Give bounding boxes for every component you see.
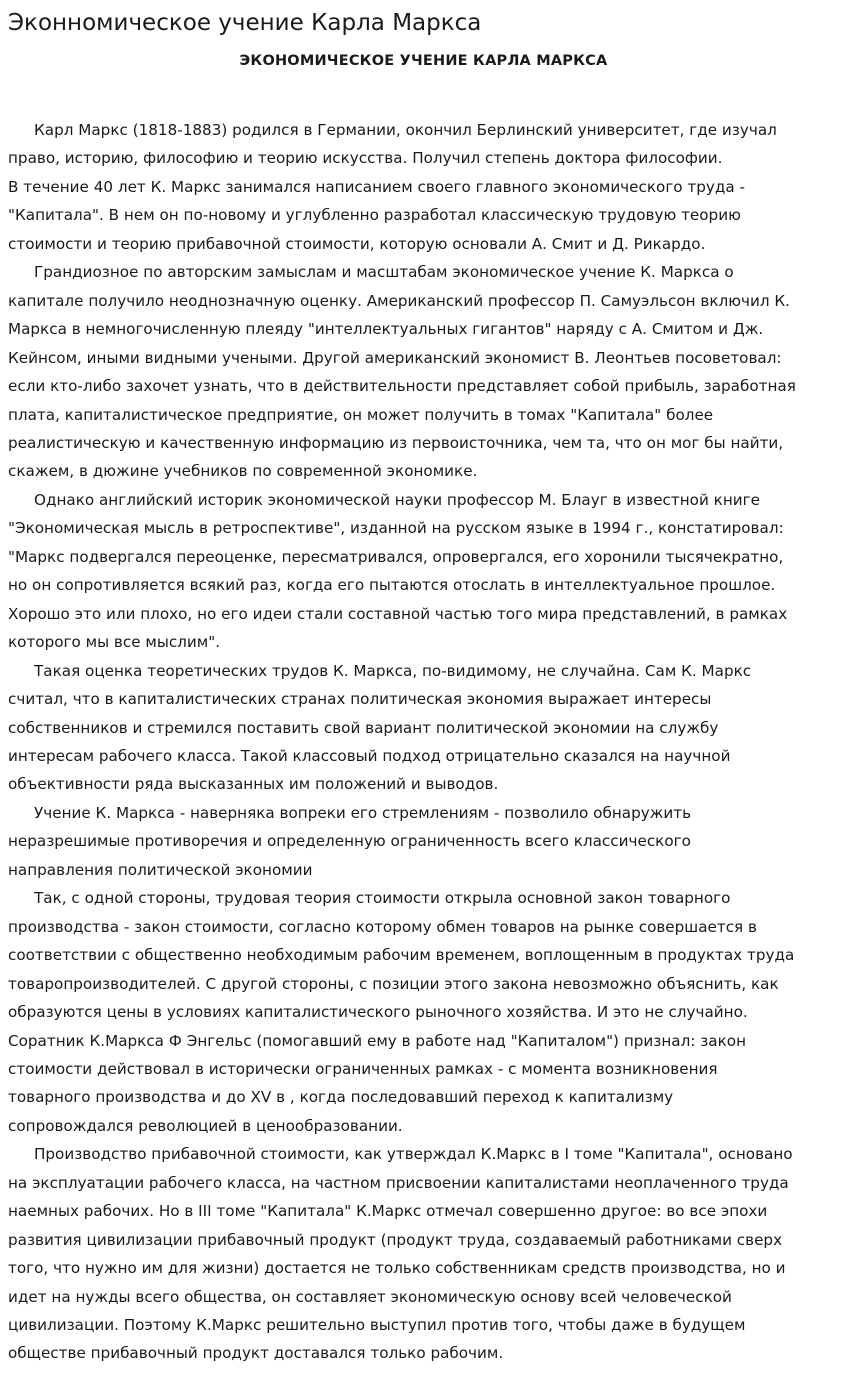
text-line: образуются цены в условиях капиталистического рыночного хозяйства. И это не случайно. [8, 1003, 748, 1022]
text-line: объективности ряда высказанных им положений и выводов. [8, 775, 499, 794]
article-heading: ЭКОНОМИЧЕСКОЕ УЧЕНИЕ КАРЛА МАРКСА [239, 53, 608, 69]
text-line: "Капитала". В нем он по-новому и углубленно разработал классическую трудовую теорию [8, 206, 741, 225]
text-line: развития цивилизации прибавочный продукт (продукт труда, создаваемый работниками сверх [8, 1230, 783, 1249]
text-line: того, что нужно им для жизни) достается не только собственникам средств производства, но и [8, 1259, 786, 1278]
text-line: Соратник К.Маркса Ф Энгельс (помогавший ему в работе над "Капиталом") признал: закон [8, 1031, 746, 1050]
text-line: плата, капиталистическое предприятие, он может получить в томах "Капитала" более [8, 405, 714, 424]
text-line: товарного производства и до XV в , когда последовавший переход к капитализму [8, 1088, 674, 1107]
text-line: но он сопротивляется всякий раз, когда его пытаются отослать в интеллектуальное прошлое. [8, 576, 776, 595]
text-line: обществе прибавочный продукт доставался только рабочим. [8, 1344, 504, 1363]
text-line: считал, что в капиталистических странах политическая экономия выражает интересы [8, 690, 712, 709]
text-line: скажем, в дюжине учебников по современной экономике. [8, 462, 478, 481]
text-line: если кто-либо захочет узнать, что в действительности представляет собой прибыль, заработная [8, 377, 796, 396]
text-line: которого мы все мыслим". [8, 633, 221, 652]
text-line: соответствии с общественно необходимым рабочим временем, воплощенным в продуктах труда [8, 946, 795, 965]
text-line: производства - закон стоимости, согласно которому обмен товаров на рынке совершается в [8, 917, 757, 936]
text-line: Маркса в немногочисленную плеяду "интеллектуальных гигантов" наряду с А. Смитом и Дж. [8, 320, 764, 339]
text-line: товаропроизводителей. С другой стороны, с позиции этого закона невозможно объяснить, как [8, 974, 779, 993]
text-line: собственников и стремился поставить свой вариант политической экономии на службу [8, 718, 719, 737]
text-line: Грандиозное по авторским замыслам и масштабам экономическое учение К. Маркса о [34, 263, 734, 282]
text-line: Так, с одной стороны, трудовая теория стоимости открыла основной закон товарного [34, 889, 731, 908]
text-line: Такая оценка теоретических трудов К. Маркса, по-видимому, не случайна. Сам К. Маркс [34, 661, 752, 680]
text-line: стоимости действовал в исторически ограниченных рамках - с момента возникновения [8, 1059, 718, 1078]
text-line: Производство прибавочной стоимости, как утверждал К.Маркс в I томе "Капитала", основано [34, 1145, 793, 1164]
text-line: на эксплуатации рабочего класса, на частном присвоении капиталистами неоплаченного труда [8, 1173, 789, 1192]
text-line: "Маркс подвергался переоценке, пересматривался, опровергался, его хоронили тысячекратно, [8, 547, 784, 566]
page-title: Эконномическое учение Карла Маркса [8, 10, 482, 36]
text-line: стоимости и теорию прибавочной стоимости, которую основали А. Смит и Д. Рикардо. [8, 234, 706, 253]
text-line: Кейнсом, иными видными учеными. Другой американский экономист В. Леонтьев посоветовал: [8, 348, 782, 367]
text-line: неразрешимые противоречия и определенную ограниченность всего классического [8, 832, 691, 851]
text-line: интересам рабочего класса. Такой классовый подход отрицательно сказался на научной [8, 746, 731, 765]
text-line: капитале получило неоднозначную оценку. Американский профессор П. Самуэльсон включил К. [8, 291, 791, 310]
text-line: В течение 40 лет К. Маркс занимался написанием своего главного экономического труда - [8, 177, 746, 196]
text-line: Учение К. Маркса - наверняка вопреки его стремлениям - позволило обнаружить [34, 803, 692, 822]
text-line: реалистическую и качественную информацию из первоисточника, чем та, что он мог бы найти, [8, 433, 784, 452]
text-line: идет на нужды всего общества, он составляет экономическую основу всей человеческой [8, 1287, 732, 1306]
article-body [8, 116, 839, 1368]
text-line: право, историю, философию и теорию искусства. Получил степень доктора философии. [8, 149, 723, 168]
text-line: направления политической экономии [8, 860, 313, 879]
text-line: наемных рабочих. Но в III томе "Капитала" К.Маркс отмечал совершенно другое: во все эпохи [8, 1202, 768, 1221]
text-line: Однако английский историк экономической науки профессор М. Блауг в известной книге [34, 490, 760, 509]
text-line: Хорошо это или плохо, но его идеи стали составной частью того мира представлений, в рамках [8, 604, 788, 623]
text-line: "Экономическая мысль в ретроспективе", изданной на русском языке в 1994 г., констатировал: [8, 519, 784, 538]
text-line: сопровождался революцией в ценообразовании. [8, 1116, 403, 1135]
text-line: Карл Маркс (1818-1883) родился в Германии, окончил Берлинский университет, где изучал [34, 121, 777, 139]
text-line: цивилизации. Поэтому К.Маркс решительно выступил против того, чтобы даже в будущем [8, 1316, 746, 1335]
